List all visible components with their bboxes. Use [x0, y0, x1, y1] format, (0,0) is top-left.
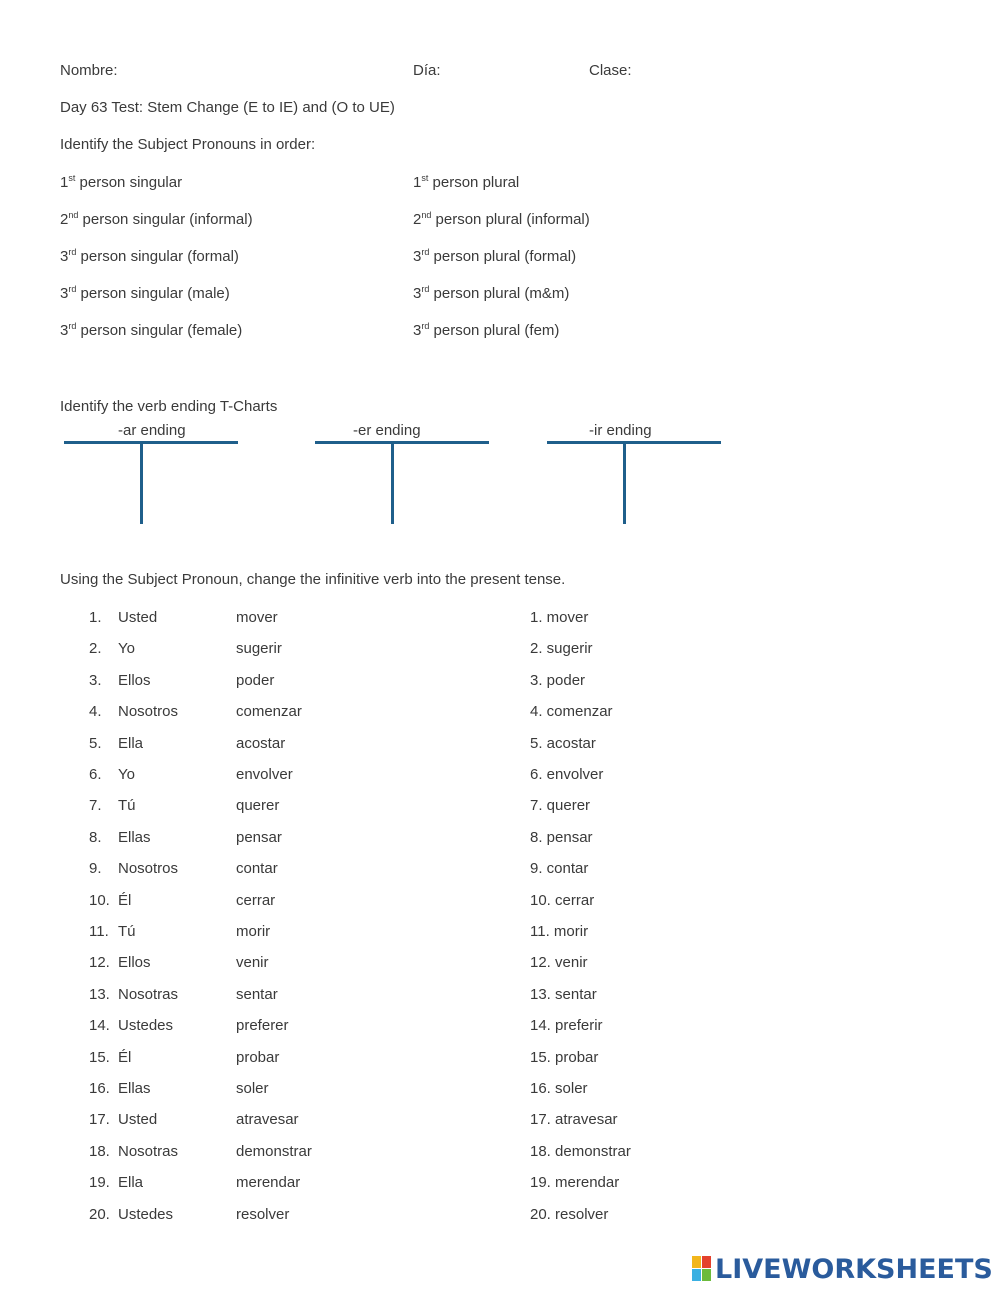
- item-verb: querer: [236, 797, 280, 814]
- pronoun-description: person singular (female): [80, 322, 243, 339]
- pronoun-left-row: [60, 322, 242, 340]
- pronoun-right-row: [413, 211, 590, 229]
- item-pronoun: Ella: [118, 1174, 144, 1191]
- pronoun-description: person plural (informal): [435, 211, 590, 228]
- item-pronoun: Usted: [118, 1111, 158, 1128]
- pronoun-number: 3: [413, 322, 422, 339]
- pronoun-description: person plural: [432, 174, 520, 191]
- item-pronoun: Ellos: [118, 954, 151, 971]
- tcharts-prompt: Identify the verb ending T-Charts: [60, 398, 278, 415]
- logo-text: LIVEWORKSHEETS: [715, 1253, 993, 1285]
- nombre-label: Nombre:: [60, 62, 118, 79]
- tchart-ir-label: -ir ending: [589, 422, 652, 439]
- tchart-ar-vline: [140, 443, 143, 524]
- item-answer-label: 8. pensar: [530, 829, 593, 846]
- item-verb: sugerir: [236, 640, 282, 657]
- item-verb: envolver: [236, 766, 293, 783]
- pronoun-left-row: [60, 248, 239, 266]
- item-number: 3.: [89, 672, 102, 689]
- item-pronoun: Yo: [118, 766, 135, 783]
- item-answer-label: 9. contar: [530, 860, 589, 877]
- clase-label: Clase:: [589, 62, 632, 79]
- tchart-ar-label: -ar ending: [118, 422, 186, 439]
- pronoun-ordinal-suffix: nd: [68, 210, 79, 220]
- pronouns-prompt: Identify the Subject Pronouns in order:: [60, 136, 316, 153]
- item-answer-label: 15. probar: [530, 1049, 599, 1066]
- item-number: 4.: [89, 703, 102, 720]
- item-number: 12.: [89, 954, 110, 971]
- logo-badge-icon: [692, 1256, 712, 1282]
- item-pronoun: Tú: [118, 923, 136, 940]
- pronoun-number: 1: [413, 174, 422, 191]
- item-pronoun: Nosotras: [118, 986, 179, 1003]
- item-pronoun: Él: [118, 892, 132, 909]
- tchart-ir-hline: [547, 441, 721, 444]
- item-verb: preferer: [236, 1017, 289, 1034]
- item-answer-label: 7. querer: [530, 797, 591, 814]
- item-verb: contar: [236, 860, 278, 877]
- pronoun-ordinal-suffix: st: [421, 173, 429, 183]
- pronoun-description: person plural (fem): [433, 322, 560, 339]
- item-number: 14.: [89, 1017, 110, 1034]
- item-answer-label: 14. preferir: [530, 1017, 603, 1034]
- item-number: 10.: [89, 892, 110, 909]
- item-answer-label: 2. sugerir: [530, 640, 593, 657]
- pronoun-ordinal-suffix: st: [68, 173, 76, 183]
- item-number: 20.: [89, 1206, 110, 1223]
- item-pronoun: Nosotras: [118, 1143, 179, 1160]
- item-pronoun: Ellas: [118, 1080, 151, 1097]
- pronoun-ordinal-suffix: rd: [421, 321, 430, 331]
- pronoun-description: person singular (male): [80, 285, 230, 302]
- item-answer-label: 4. comenzar: [530, 703, 613, 720]
- pronoun-left-row: [60, 285, 230, 303]
- pronoun-number: 3: [413, 285, 422, 302]
- pronoun-left-row: [60, 174, 182, 192]
- pronoun-number: 3: [60, 322, 69, 339]
- pronoun-description: person singular (formal): [80, 248, 239, 265]
- item-answer-label: 11. morir: [530, 923, 589, 940]
- pronoun-number: 1: [60, 174, 69, 191]
- item-answer-label: 19. merendar: [530, 1174, 620, 1191]
- pronoun-ordinal-suffix: rd: [421, 247, 430, 257]
- item-pronoun: Ella: [118, 735, 144, 752]
- item-verb: morir: [236, 923, 271, 940]
- pronoun-ordinal-suffix: rd: [68, 284, 77, 294]
- item-verb: mover: [236, 609, 278, 626]
- item-answer-label: 10. cerrar: [530, 892, 595, 909]
- pronoun-ordinal-suffix: rd: [68, 321, 77, 331]
- pronoun-description: person singular: [79, 174, 183, 191]
- pronoun-ordinal-suffix: nd: [421, 210, 432, 220]
- item-number: 11.: [89, 923, 109, 940]
- pronoun-ordinal-suffix: rd: [68, 247, 77, 257]
- pronoun-number: 2: [413, 211, 422, 228]
- item-answer-label: 17. atravesar: [530, 1111, 618, 1128]
- pronoun-description: person singular (informal): [82, 211, 253, 228]
- item-pronoun: Tú: [118, 797, 136, 814]
- pronoun-description: person plural (formal): [433, 248, 577, 265]
- item-pronoun: Él: [118, 1049, 132, 1066]
- tchart-ir-vline: [623, 443, 626, 524]
- tchart-ar-hline: [64, 441, 238, 444]
- item-number: 9.: [89, 860, 102, 877]
- pronoun-number: 2: [60, 211, 69, 228]
- item-pronoun: Ustedes: [118, 1017, 174, 1034]
- item-answer-label: 1. mover: [530, 609, 589, 626]
- item-pronoun: Ellas: [118, 829, 151, 846]
- item-number: 18.: [89, 1143, 110, 1160]
- item-verb: comenzar: [236, 703, 302, 720]
- item-verb: resolver: [236, 1206, 290, 1223]
- pronoun-number: 3: [60, 285, 69, 302]
- pronoun-number: 3: [413, 248, 422, 265]
- pronoun-description: person plural (m&m): [433, 285, 570, 302]
- item-number: 8.: [89, 829, 102, 846]
- pronoun-ordinal-suffix: rd: [421, 284, 430, 294]
- item-number: 16.: [89, 1080, 110, 1097]
- item-number: 15.: [89, 1049, 110, 1066]
- item-pronoun: Nosotros: [118, 703, 179, 720]
- pronoun-left-row: [60, 211, 253, 229]
- item-verb: atravesar: [236, 1111, 299, 1128]
- item-number: 6.: [89, 766, 102, 783]
- item-answer-label: 12. venir: [530, 954, 588, 971]
- pronoun-number: 3: [60, 248, 69, 265]
- item-number: 19.: [89, 1174, 110, 1191]
- item-answer-label: 6. envolver: [530, 766, 604, 783]
- item-verb: cerrar: [236, 892, 276, 909]
- item-verb: poder: [236, 672, 275, 689]
- item-verb: merendar: [236, 1174, 301, 1191]
- tchart-er-vline: [391, 443, 394, 524]
- item-answer-label: 18. demonstrar: [530, 1143, 631, 1160]
- item-verb: pensar: [236, 829, 282, 846]
- item-pronoun: Usted: [118, 609, 158, 626]
- item-pronoun: Ustedes: [118, 1206, 174, 1223]
- tchart-er-label: -er ending: [353, 422, 421, 439]
- item-pronoun: Yo: [118, 640, 135, 657]
- pronoun-right-row: [413, 322, 559, 340]
- item-verb: probar: [236, 1049, 280, 1066]
- item-verb: venir: [236, 954, 269, 971]
- item-verb: demonstrar: [236, 1143, 312, 1160]
- item-answer-label: 20. resolver: [530, 1206, 609, 1223]
- item-pronoun: Ellos: [118, 672, 151, 689]
- item-number: 5.: [89, 735, 102, 752]
- item-pronoun: Nosotros: [118, 860, 179, 877]
- item-number: 7.: [89, 797, 102, 814]
- dia-label: Día:: [413, 62, 441, 79]
- item-number: 2.: [89, 640, 102, 657]
- page-title: Day 63 Test: Stem Change (E to IE) and (O to UE): [60, 99, 395, 116]
- item-answer-label: 16. soler: [530, 1080, 588, 1097]
- item-answer-label: 13. sentar: [530, 986, 597, 1003]
- conjugation-prompt: Using the Subject Pronoun, change the infinitive verb into the present tense.: [60, 571, 566, 588]
- item-answer-label: 5. acostar: [530, 735, 596, 752]
- pronoun-right-row: [413, 285, 569, 303]
- item-verb: sentar: [236, 986, 278, 1003]
- item-number: 13.: [89, 986, 110, 1003]
- pronoun-right-row: [413, 174, 519, 192]
- pronoun-right-row: [413, 248, 576, 266]
- item-verb: acostar: [236, 735, 286, 752]
- liveworksheets-logo: [692, 1252, 993, 1286]
- tchart-er-hline: [315, 441, 489, 444]
- item-answer-label: 3. poder: [530, 672, 586, 689]
- item-number: 17.: [89, 1111, 110, 1128]
- item-verb: soler: [236, 1080, 269, 1097]
- item-number: 1.: [89, 609, 102, 626]
